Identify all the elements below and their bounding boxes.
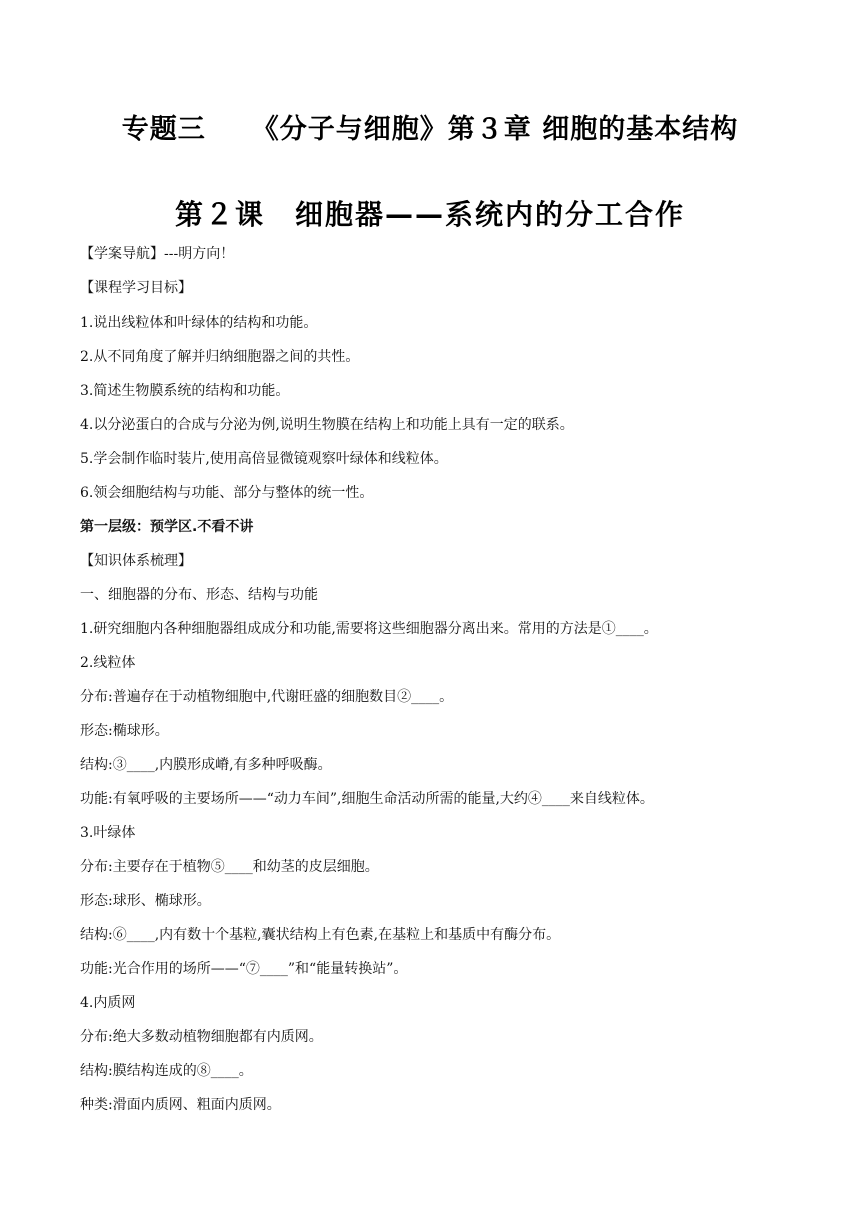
body-line: 结构:膜结构连成的⑧____。	[80, 1063, 253, 1079]
body-line: 功能:有氧呼吸的主要场所——“动力车间”,细胞生命活动所需的能量,大约④____来自线粒体。	[80, 791, 654, 807]
body-line: 形态:球形、椭球形。	[80, 893, 211, 909]
goal-item: 1.说出线粒体和叶绿体的结构和功能。	[80, 315, 318, 331]
section-header-knowledge: 【知识体系梳理】	[80, 553, 192, 569]
section-header-goals: 【课程学习目标】	[80, 280, 192, 296]
goal-item: 6.领会细胞结构与功能、部分与整体的统一性。	[80, 485, 374, 501]
section-header-guide: 【学案导航】---明方向！	[80, 246, 235, 262]
subheading-er: 4.内质网	[80, 995, 136, 1011]
body-line: 分布:绝大多数动植物细胞都有内质网。	[80, 1029, 323, 1045]
title-topic: 专题三	[121, 114, 206, 145]
subheading-mitochondria: 2.线粒体	[80, 655, 136, 671]
body-line: 分布:主要存在于植物⑤____和幼茎的皮层细胞。	[80, 859, 379, 875]
title-chapter: 《分子与细胞》第３章 细胞的基本结构	[251, 114, 739, 145]
body-line: 结构:⑥____,内有数十个基粒,囊状结构上有色素,在基粒上和基质中有酶分布。	[80, 927, 561, 943]
section-heading: 一、细胞器的分布、形态、结构与功能	[80, 587, 318, 603]
body-line: 结构:③____,内膜形成嵴,有多种呼吸酶。	[80, 757, 332, 773]
goal-item: 3.简述生物膜系统的结构和功能。	[80, 383, 290, 399]
goal-item: 5.学会制作临时装片,使用高倍显微镜观察叶绿体和线粒体。	[80, 451, 448, 467]
body-line: 形态:椭球形。	[80, 723, 169, 739]
level-heading: 第一层级：预学区.不看不讲	[80, 519, 254, 535]
goal-item: 2.从不同角度了解并归纳细胞器之间的共性。	[80, 349, 360, 365]
goal-item: 4.以分泌蛋白的合成与分泌为例,说明生物膜在结构上和功能上具有一定的联系。	[80, 417, 574, 433]
body-line: 功能:光合作用的场所——“⑦____”和“能量转换站”。	[80, 961, 408, 977]
body-line: 分布:普遍存在于动植物细胞中,代谢旺盛的细胞数目②____。	[80, 689, 454, 705]
subheading-chloroplast: 3.叶绿体	[80, 825, 136, 841]
body-line: 种类:滑面内质网、粗面内质网。	[80, 1097, 281, 1113]
document-title	[0, 110, 860, 150]
body-line: 1.研究细胞内各种细胞器组成成分和功能,需要将这些细胞器分离出来。常用的方法是①____。	[80, 621, 658, 637]
subtitle-lesson: 第２课	[174, 198, 265, 231]
subtitle-topic: 细胞器——系统内的分工合作	[295, 198, 686, 231]
document-subtitle	[0, 194, 860, 236]
